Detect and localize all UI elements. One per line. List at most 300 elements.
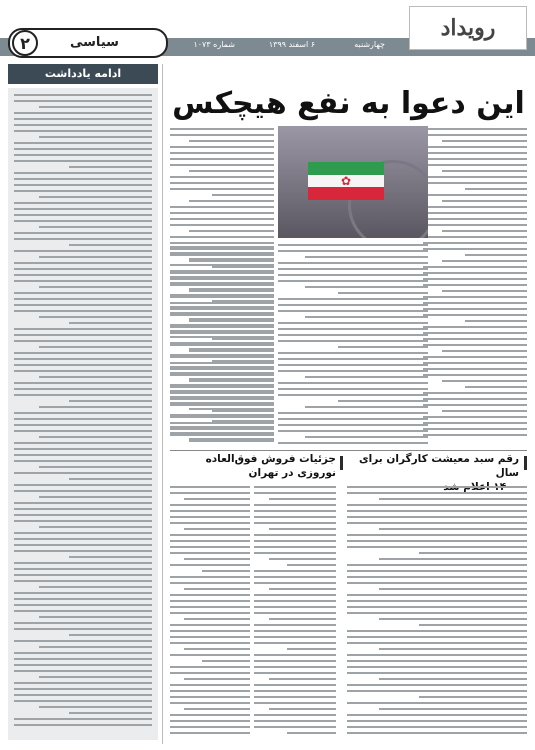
continued-text [14, 94, 152, 726]
text-line [39, 256, 152, 258]
text-line [347, 564, 527, 566]
text-line [254, 720, 336, 722]
text-line [347, 726, 527, 728]
text-line [170, 396, 274, 398]
text-line [170, 336, 274, 338]
text-line [442, 350, 527, 352]
text-line [423, 398, 527, 400]
text-line [423, 434, 527, 436]
text-line [254, 594, 336, 596]
text-line [14, 352, 152, 354]
text-line [39, 526, 152, 528]
text-line [423, 194, 527, 196]
text-line [423, 332, 527, 334]
text-line [14, 262, 152, 264]
header-date: ۶ اسفند ۱۳۹۹ [268, 40, 315, 49]
text-line [379, 678, 527, 680]
text-line [347, 540, 527, 542]
text-line [14, 100, 152, 102]
text-line [278, 268, 428, 270]
text-line [423, 368, 527, 370]
text-line [347, 606, 527, 608]
text-line [14, 160, 152, 162]
nowruz-sale-body-left [170, 486, 250, 738]
text-line [14, 658, 152, 660]
text-line [170, 630, 250, 632]
text-line [170, 354, 274, 356]
text-line [347, 702, 527, 704]
text-line [189, 318, 274, 320]
text-line [14, 280, 152, 282]
text-line [347, 570, 527, 572]
text-line [170, 546, 250, 548]
text-line [14, 682, 152, 684]
text-line [305, 316, 428, 318]
text-line [69, 556, 152, 558]
text-line [170, 164, 274, 166]
text-line [170, 206, 274, 208]
text-line [14, 670, 152, 672]
text-line [278, 244, 428, 246]
text-line [14, 640, 152, 642]
text-line [347, 732, 527, 734]
text-line [170, 224, 274, 226]
text-line [423, 218, 527, 220]
text-line [14, 490, 152, 492]
text-line [184, 588, 250, 590]
text-line [14, 424, 152, 426]
text-line [442, 200, 527, 202]
text-line [170, 152, 274, 154]
text-line [254, 492, 336, 494]
text-line [465, 188, 527, 190]
continued-column-body [8, 88, 158, 740]
text-line [189, 170, 274, 172]
text-line [14, 412, 152, 414]
text-line [39, 316, 152, 318]
text-line [379, 588, 527, 590]
text-line [14, 334, 152, 336]
text-line [69, 166, 152, 168]
text-line [423, 266, 527, 268]
text-line [423, 404, 527, 406]
text-line [278, 328, 428, 330]
text-line [14, 304, 152, 306]
text-line [170, 576, 250, 578]
text-line [14, 580, 152, 582]
text-line [254, 486, 336, 488]
text-line [347, 666, 527, 668]
text-line [254, 654, 336, 656]
text-line [202, 570, 250, 572]
text-line [269, 678, 336, 680]
text-line [14, 472, 152, 474]
text-line [170, 582, 250, 584]
text-line [278, 352, 428, 354]
text-line [170, 372, 274, 374]
text-line [465, 320, 527, 322]
text-line [278, 340, 428, 342]
text-line [170, 702, 250, 704]
text-line [39, 226, 152, 228]
text-line [170, 176, 274, 178]
text-line [305, 376, 428, 378]
text-line [269, 708, 336, 710]
text-line [423, 134, 527, 136]
text-line [14, 298, 152, 300]
text-line [170, 188, 274, 190]
text-line [189, 258, 274, 260]
text-line [14, 574, 152, 576]
text-line [14, 508, 152, 510]
text-line [278, 394, 428, 396]
text-line [254, 606, 336, 608]
text-line [14, 238, 152, 240]
text-line [379, 498, 527, 500]
text-line [212, 360, 274, 362]
text-line [254, 522, 336, 524]
text-line [254, 660, 336, 662]
text-line [347, 576, 527, 578]
text-line [423, 314, 527, 316]
text-line [170, 306, 274, 308]
text-line [39, 646, 152, 648]
text-line [14, 118, 152, 120]
text-line [347, 504, 527, 506]
text-line [254, 576, 336, 578]
text-line [254, 570, 336, 572]
text-line [14, 442, 152, 444]
text-line [338, 292, 428, 294]
text-line [39, 196, 152, 198]
text-line [69, 634, 152, 636]
text-line [14, 178, 152, 180]
text-line [338, 400, 428, 402]
text-line [14, 520, 152, 522]
text-line [170, 384, 274, 386]
text-line [189, 438, 274, 440]
text-line [347, 672, 527, 674]
text-line [254, 726, 336, 728]
text-line [39, 406, 152, 408]
text-line [170, 158, 274, 160]
text-line [170, 552, 250, 554]
text-line [269, 528, 336, 530]
text-line [14, 568, 152, 570]
text-line [423, 284, 527, 286]
text-line [269, 558, 336, 560]
text-line [423, 158, 527, 160]
text-line [184, 498, 250, 500]
text-line [442, 140, 527, 142]
text-line [69, 400, 152, 402]
text-line [278, 304, 428, 306]
text-line [170, 504, 250, 506]
text-line [254, 582, 336, 584]
text-line [465, 386, 527, 388]
text-line [14, 592, 152, 594]
text-line [347, 714, 527, 716]
text-line [269, 498, 336, 500]
text-line [14, 130, 152, 132]
article-text [254, 486, 336, 734]
newspaper-logo: رویداد [409, 6, 527, 50]
text-line [14, 190, 152, 192]
text-line [423, 152, 527, 154]
text-line [278, 274, 428, 276]
text-line [170, 366, 274, 368]
text-line [305, 436, 428, 438]
text-line [14, 388, 152, 390]
text-line [278, 298, 428, 300]
continued-column-title: ادامه یادداشت [8, 64, 158, 84]
text-line [69, 712, 152, 714]
text-line [379, 618, 527, 620]
text-line [423, 146, 527, 148]
text-line [254, 624, 336, 626]
text-line [170, 282, 274, 284]
text-line [170, 690, 250, 692]
text-line [14, 664, 152, 666]
article-column-3 [170, 246, 274, 444]
text-line [170, 516, 250, 518]
section-divider [170, 450, 527, 451]
text-line [170, 128, 274, 130]
text-line [442, 170, 527, 172]
text-line [442, 260, 527, 262]
text-line [184, 678, 250, 680]
continued-column [8, 64, 158, 744]
article-text [170, 246, 274, 440]
text-line [423, 302, 527, 304]
text-line [14, 694, 152, 696]
text-line [442, 230, 527, 232]
text-line [14, 718, 152, 720]
text-line [338, 346, 428, 348]
text-line [278, 382, 428, 384]
text-line [423, 356, 527, 358]
text-line [189, 200, 274, 202]
text-line [254, 510, 336, 512]
text-line [347, 582, 527, 584]
text-line [278, 280, 428, 282]
text-line [14, 202, 152, 204]
text-line [287, 564, 336, 566]
text-line [170, 564, 250, 566]
text-line [379, 648, 527, 650]
text-line [69, 322, 152, 324]
main-headline: این دعوا به نفع هیچکس [172, 86, 525, 121]
text-line [278, 322, 428, 324]
text-line [39, 106, 152, 108]
text-line [278, 334, 428, 336]
text-line [278, 418, 428, 420]
text-line [170, 522, 250, 524]
text-line [347, 516, 527, 518]
text-line [184, 708, 250, 710]
text-line [170, 242, 274, 244]
text-line [287, 648, 336, 650]
text-line [14, 538, 152, 540]
text-line [423, 206, 527, 208]
text-line [423, 416, 527, 418]
text-line [170, 414, 274, 416]
text-line [170, 402, 274, 404]
text-line [14, 544, 152, 546]
headline-marker-icon [524, 456, 527, 470]
text-line [423, 278, 527, 280]
text-line [212, 300, 274, 302]
text-line [170, 426, 274, 428]
text-line [419, 696, 527, 698]
text-line [69, 478, 152, 480]
text-line [254, 672, 336, 674]
text-line [14, 724, 152, 726]
text-line [14, 430, 152, 432]
text-line [14, 214, 152, 216]
text-line [347, 522, 527, 524]
text-line [278, 424, 428, 426]
text-line [347, 642, 527, 644]
text-line [39, 706, 152, 708]
text-line [14, 610, 152, 612]
text-line [423, 374, 527, 376]
text-line [278, 430, 428, 432]
text-line [14, 328, 152, 330]
article-column-2 [278, 244, 428, 448]
text-line [170, 720, 250, 722]
text-line [14, 550, 152, 552]
text-line [170, 636, 250, 638]
text-line [254, 552, 336, 554]
text-line [254, 666, 336, 668]
text-line [254, 540, 336, 542]
column-divider [162, 64, 163, 744]
text-line [347, 534, 527, 536]
text-line [170, 642, 250, 644]
text-line [379, 708, 527, 710]
text-line [170, 606, 250, 608]
text-line [442, 380, 527, 382]
text-line [278, 310, 428, 312]
text-line [254, 630, 336, 632]
text-line [254, 714, 336, 716]
text-line [14, 232, 152, 234]
text-line [423, 128, 527, 130]
text-line [305, 256, 428, 258]
text-line [254, 504, 336, 506]
text-line [189, 408, 274, 410]
headline-marker-icon [340, 456, 343, 470]
text-line [170, 330, 274, 332]
text-line [423, 362, 527, 364]
text-line [189, 348, 274, 350]
text-line [212, 194, 274, 196]
text-line [189, 140, 274, 142]
text-line [14, 382, 152, 384]
text-line [423, 248, 527, 250]
wage-basket-body [347, 486, 527, 738]
text-line [39, 586, 152, 588]
text-line [347, 546, 527, 548]
text-line [347, 630, 527, 632]
text-line [423, 182, 527, 184]
text-line [423, 392, 527, 394]
text-line [170, 182, 274, 184]
text-line [305, 286, 428, 288]
text-line [14, 622, 152, 624]
text-line [170, 714, 250, 716]
text-line [170, 540, 250, 542]
article-text [170, 486, 250, 734]
text-line [170, 696, 250, 698]
text-line [170, 654, 250, 656]
text-line [189, 378, 274, 380]
text-line [14, 502, 152, 504]
text-line [269, 618, 336, 620]
text-line [254, 636, 336, 638]
article-text [347, 486, 527, 734]
text-line [278, 250, 428, 252]
wage-basket-headline-line1: رقم سبد معیشت کارگران برای سال [359, 453, 519, 479]
text-line [254, 546, 336, 548]
text-line [170, 612, 250, 614]
nowruz-sale-headline: جزئیات فروش فوق‌العاده نوروزی در تهران [205, 453, 336, 479]
text-line [287, 732, 336, 734]
text-line [278, 262, 428, 264]
text-line [14, 208, 152, 210]
flag-emblem-icon: ✿ [340, 174, 352, 188]
text-line [170, 236, 274, 238]
text-line [39, 286, 152, 288]
text-line [189, 288, 274, 290]
text-line [423, 176, 527, 178]
text-line [423, 224, 527, 226]
text-line [14, 148, 152, 150]
text-line [39, 376, 152, 378]
text-line [170, 726, 250, 728]
text-line [39, 136, 152, 138]
text-line [170, 672, 250, 674]
text-line [278, 358, 428, 360]
text-line [170, 666, 250, 668]
text-line [347, 600, 527, 602]
text-line [347, 612, 527, 614]
text-line [170, 510, 250, 512]
text-line [14, 268, 152, 270]
text-line [39, 466, 152, 468]
text-line [212, 420, 274, 422]
text-line [423, 428, 527, 430]
text-line [170, 218, 274, 220]
text-line [278, 412, 428, 414]
text-line [170, 324, 274, 326]
text-line [170, 270, 274, 272]
text-line [170, 276, 274, 278]
text-line [170, 594, 250, 596]
text-line [347, 492, 527, 494]
text-line [254, 696, 336, 698]
nowruz-sale-body-right [254, 486, 336, 738]
text-line [14, 250, 152, 252]
text-line [419, 624, 527, 626]
text-line [347, 660, 527, 662]
text-line [184, 558, 250, 560]
text-line [39, 496, 152, 498]
text-line [347, 636, 527, 638]
text-line [14, 454, 152, 456]
text-line [39, 676, 152, 678]
